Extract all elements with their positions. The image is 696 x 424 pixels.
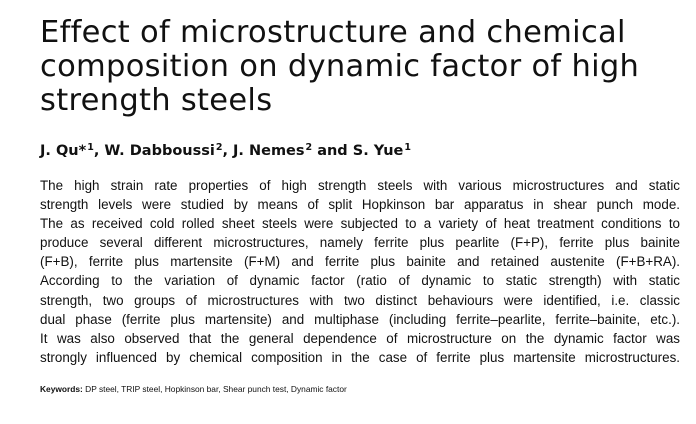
author-affiliation-mark: 1 (404, 142, 411, 153)
abstract-line: strongly influenced by chemical composition in the case of ferrite plus martensite microstructures. (40, 349, 680, 365)
keywords-list: DP steel, TRIP steel, Hopkinson bar, Shear punch test, Dynamic factor (85, 384, 347, 394)
abstract-line: According to the variation of dynamic factor (ratio of dynamic to static strength) with static (40, 273, 680, 289)
author-affiliation-mark: 2 (305, 142, 313, 153)
author-name: S. Yue (352, 143, 404, 159)
title-line: strength steels (40, 83, 273, 118)
author-affiliation-mark: 1 (87, 142, 94, 153)
keywords (40, 384, 347, 394)
author-separator: , (93, 143, 105, 159)
abstract-line: The as received cold rolled sheet steels were subjected to a variety of heat treatment conditions to (40, 216, 680, 232)
abstract-line: (F+B), ferrite plus martensite (F+M) and ferrite plus bainite and retained austenite (F+B+RA). (40, 254, 680, 270)
author-list (40, 142, 411, 159)
author-separator: , (222, 143, 234, 159)
author-name: W. Dabboussi (104, 143, 215, 159)
paper-title (40, 16, 680, 118)
author-separator: and (312, 143, 353, 159)
abstract-line: strength, two groups of microstructures with two distinct behaviours were identified, i.e. classic (40, 292, 680, 308)
abstract-line: strength levels were studied by means of split Hopkinson bar apparatus in shear punch mode. (40, 197, 680, 213)
abstract-line: It was also observed that the general dependence of microstructure on the dynamic factor was (40, 330, 680, 346)
abstract-line: The high strain rate properties of high strength steels with various microstructures and static (40, 178, 680, 193)
author-affiliation-mark: 2 (215, 142, 223, 153)
abstract (40, 176, 680, 367)
author-name: J. Nemes (233, 143, 305, 159)
title-line: composition on dynamic factor of high (40, 49, 640, 84)
title-line: Effect of microstructure and chemical (40, 15, 626, 50)
abstract-line: produce several different microstructures, namely ferrite plus pearlite (F+P), ferrite plus bainite (40, 235, 680, 251)
abstract-line: dual phase (ferrite plus martensite) and multiphase (including ferrite–pearlite, ferrite–bainite, etc.). (40, 311, 680, 327)
author-name: J. Qu* (40, 143, 87, 159)
keywords-label: Keywords: (40, 384, 83, 394)
